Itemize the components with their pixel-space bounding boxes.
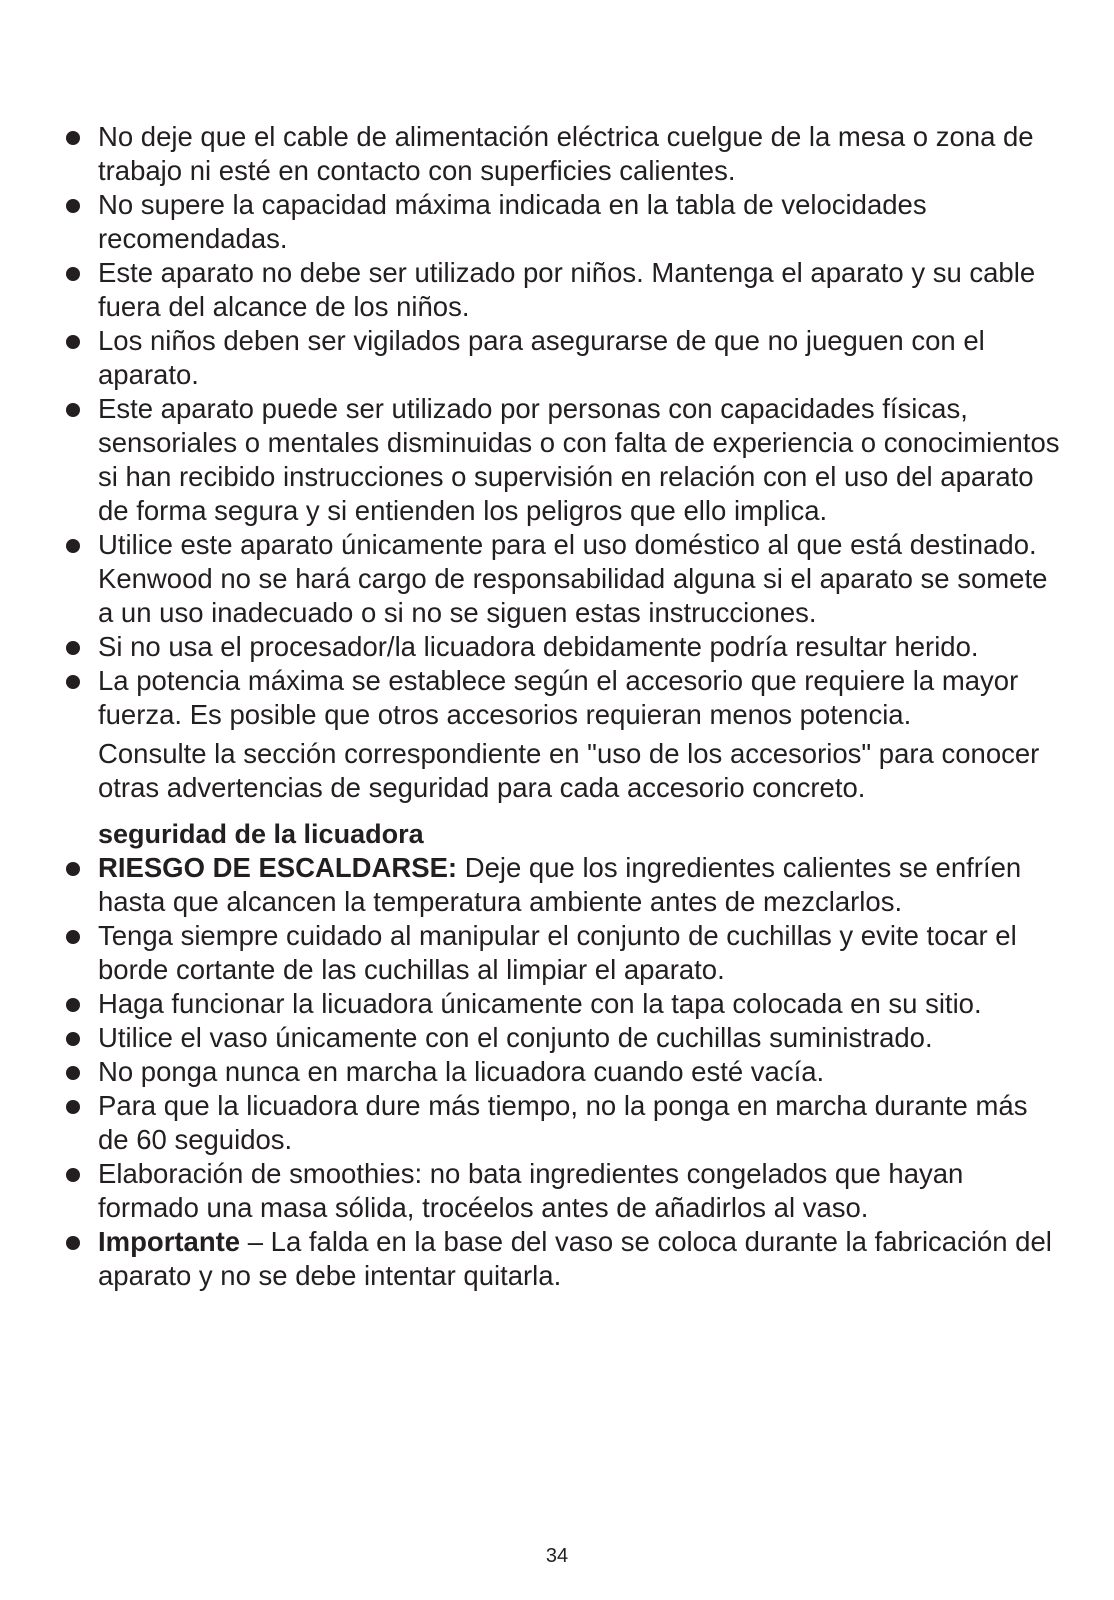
list-item: No deje que el cable de alimentación eléctrica cuelgue de la mesa o zona de trabajo ni esté en contacto con superficies calientes. — [62, 120, 1062, 188]
bullet-icon — [66, 1066, 80, 1080]
list-item: Los niños deben ser vigilados para asegurarse de que no jueguen con el aparato. — [62, 324, 1062, 392]
section-heading: seguridad de la licuadora — [98, 819, 424, 849]
list-item: Utilice el vaso únicamente con el conjunto de cuchillas suministrado. — [62, 1021, 1062, 1055]
bullet-icon — [66, 131, 80, 145]
bullet-icon — [66, 675, 80, 689]
list-item: Este aparato no debe ser utilizado por niños. Mantenga el aparato y su cable fuera del alcance de los niños. — [62, 256, 1062, 324]
bullet-icon — [66, 641, 80, 655]
warning-label: RIESGO DE ESCALDARSE: — [98, 852, 458, 883]
list-item: No ponga nunca en marcha la licuadora cuando esté vacía. — [62, 1055, 1062, 1089]
list-item: Tenga siempre cuidado al manipular el conjunto de cuchillas y evite tocar el borde cortante de las cuchillas al limpiar el aparato. — [62, 919, 1062, 987]
list-item: Importante – La falda en la base del vaso se coloca durante la fabricación del aparato y no se debe intentar quitarla. — [62, 1225, 1062, 1293]
list-item: La potencia máxima se establece según el accesorio que requiere la mayor fuerza. Es posible que otros accesorios requieran menos potencia. — [62, 664, 1062, 732]
bullet-icon — [66, 1100, 80, 1114]
bullet-icon — [66, 930, 80, 944]
bullet-icon — [66, 862, 80, 876]
list-item: Este aparato puede ser utilizado por personas con capacidades físicas, sensoriales o mentales disminuidas o con falta de experiencia o conocimientos si han recibido instrucciones o supervisión en relación con el uso del aparato de forma segura y si entienden los peligros que ello implica. — [62, 392, 1062, 528]
important-label: Importante — [98, 1226, 241, 1257]
page-number: 34 — [545, 1545, 569, 1567]
bullet-icon — [66, 1236, 80, 1250]
list-item: Haga funcionar la licuadora únicamente con la tapa colocada en su sitio. — [62, 987, 1062, 1021]
list-item: RIESGO DE ESCALDARSE: Deje que los ingredientes calientes se enfríen hasta que alcancen la temperatura ambiente antes de mezclarlos. — [62, 851, 1062, 919]
list-item: Si no usa el procesador/la licuadora debidamente podría resultar herido. — [62, 630, 1062, 664]
general-safety-list — [62, 120, 1062, 732]
list-item: No supere la capacidad máxima indicada en la tabla de velocidades recomendadas. — [62, 188, 1062, 256]
page-content — [62, 120, 1062, 1293]
bullet-icon — [66, 335, 80, 349]
bullet-icon — [66, 199, 80, 213]
list-item: Utilice este aparato únicamente para el uso doméstico al que está destinado. Kenwood no se hará cargo de responsabilidad alguna si el aparato se somete a un uso inadecuado o si no se siguen estas instrucciones. — [62, 528, 1062, 630]
list-item: Elaboración de smoothies: no bata ingredientes congelados que hayan formado una masa sólida, trocéelos antes de añadirlos al vaso. — [62, 1157, 1062, 1225]
bullet-icon — [66, 403, 80, 417]
bullet-icon — [66, 539, 80, 553]
bullet-icon — [66, 998, 80, 1012]
bullet-icon — [66, 1032, 80, 1046]
bullet-icon — [66, 267, 80, 281]
list-item: Para que la licuadora dure más tiempo, no la ponga en marcha durante más de 60 seguidos. — [62, 1089, 1062, 1157]
bullet-icon — [66, 1168, 80, 1182]
blender-safety-list — [62, 851, 1062, 1293]
accessories-note: Consulte la sección correspondiente en "uso de los accesorios" para conocer otras advertencias de seguridad para cada accesorio concreto. — [98, 738, 1040, 803]
